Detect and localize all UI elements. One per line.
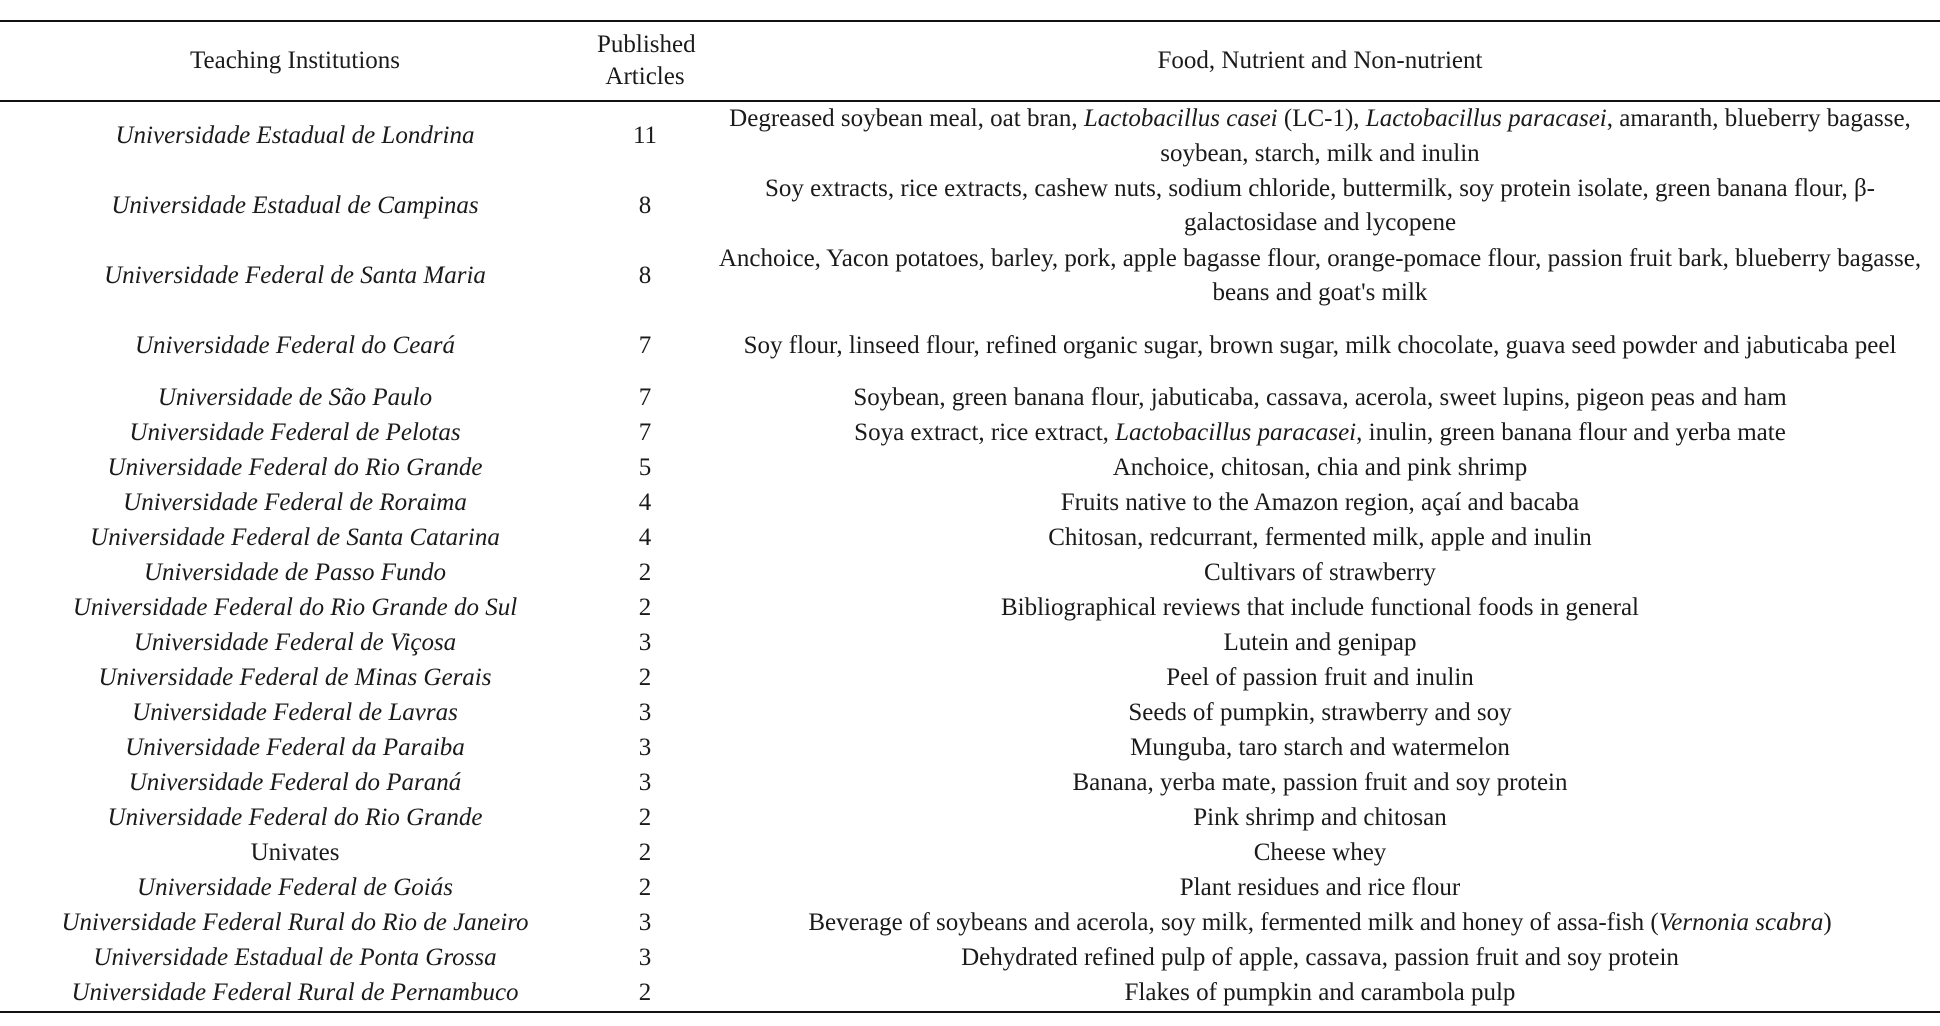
header-published-articles-text: Published Articles	[597, 31, 696, 90]
food-text-segment: Fruits native to the Amazon region, açaí and bacaba	[1060, 489, 1580, 517]
institutions-table-container	[0, 20, 1940, 1013]
cell-food-nutrient	[700, 976, 1940, 1012]
cell-food-nutrient	[700, 311, 1940, 381]
cell-food-nutrient	[700, 381, 1940, 416]
cell-food-nutrient	[700, 801, 1940, 836]
cell-published-articles: 7	[638, 419, 652, 447]
food-text-segment: Soy extracts, rice extracts, cashew nuts, sodium chloride, buttermilk, soy protein isolate, green banana flour, β-galactosidase and lycopene	[764, 174, 1875, 236]
cell-published-articles: 8	[638, 191, 652, 219]
table-row	[0, 241, 1940, 311]
cell-food-nutrient	[700, 871, 1940, 906]
table-row	[0, 381, 1940, 416]
cell-published-articles: 4	[638, 524, 652, 552]
header-row	[0, 21, 1940, 101]
table-row	[0, 101, 1940, 171]
cell-published-articles: 7	[638, 384, 652, 412]
table-row	[0, 976, 1940, 1012]
cell-institution: Universidade Federal da Paraiba	[125, 734, 465, 762]
cell-institution: Universidade Estadual de Campinas	[111, 191, 479, 219]
food-text-segment: , inulin, green banana flour and yerba mate	[1356, 419, 1786, 447]
cell-food-nutrient	[700, 766, 1940, 801]
food-text-segment: Soybean, green banana flour, jabuticaba, cassava, acerola, sweet lupins, pigeon peas and ham	[853, 384, 1787, 412]
food-text-segment: )	[1823, 909, 1832, 937]
cell-institution: Universidade Estadual de Londrina	[115, 122, 475, 150]
cell-institution: Universidade Federal Rural do Rio de Janeiro	[61, 909, 529, 937]
cell-published-articles: 2	[638, 804, 652, 832]
cell-institution: Universidade Federal de Santa Maria	[104, 261, 486, 289]
species-name: Lactobacillus paracasei	[1115, 419, 1357, 447]
cell-food-nutrient	[700, 941, 1940, 976]
header-published-articles	[590, 21, 700, 101]
cell-institution: Universidade Federal de Lavras	[132, 699, 458, 727]
table-header	[0, 21, 1940, 101]
table-row	[0, 171, 1940, 241]
cell-food-nutrient	[700, 521, 1940, 556]
cell-food-nutrient	[700, 591, 1940, 626]
cell-food-nutrient	[700, 556, 1940, 591]
cell-published-articles: 3	[638, 944, 652, 972]
cell-food-nutrient	[700, 416, 1940, 451]
table-row	[0, 591, 1940, 626]
cell-food-nutrient	[700, 626, 1940, 661]
table-row	[0, 661, 1940, 696]
food-text-segment: Bibliographical reviews that include functional foods in general	[1000, 594, 1639, 622]
table-row	[0, 696, 1940, 731]
cell-food-nutrient	[700, 836, 1940, 871]
cell-institution: Universidade Federal do Paraná	[128, 769, 462, 797]
food-text-segment: Soy flour, linseed flour, refined organic sugar, brown sugar, milk chocolate, guava seed powder and jabuticaba peel	[743, 331, 1897, 359]
food-text-segment: Lutein and genipap	[1223, 629, 1417, 657]
food-text-segment: Cheese whey	[1253, 839, 1387, 867]
cell-published-articles: 2	[638, 874, 652, 902]
table-row	[0, 801, 1940, 836]
cell-published-articles: 5	[638, 454, 652, 482]
food-text-segment: Anchoice, Yacon potatoes, barley, pork, apple bagasse flour, orange-pomace flour, passion fruit bark, blueberry bagasse, beans and goat's milk	[718, 244, 1922, 306]
food-text-segment: Anchoice, chitosan, chia and pink shrimp	[1112, 454, 1528, 482]
cell-published-articles: 3	[638, 769, 652, 797]
cell-institution: Universidade de São Paulo	[157, 384, 433, 412]
cell-food-nutrient	[700, 661, 1940, 696]
cell-institution: Universidade Federal de Roraima	[123, 489, 467, 517]
cell-institution: Universidade Federal de Pelotas	[129, 419, 461, 447]
food-text-segment: Seeds of pumpkin, strawberry and soy	[1128, 699, 1512, 727]
table-row	[0, 906, 1940, 941]
cell-institution: Universidade Federal do Ceará	[134, 331, 456, 359]
cell-published-articles: 3	[638, 734, 652, 762]
cell-food-nutrient	[700, 101, 1940, 171]
cell-food-nutrient	[700, 171, 1940, 241]
table-row	[0, 766, 1940, 801]
cell-published-articles: 3	[638, 909, 652, 937]
table-row	[0, 626, 1940, 661]
cell-institution: Universidade Federal do Rio Grande	[107, 454, 483, 482]
cell-published-articles: 8	[638, 261, 652, 289]
cell-food-nutrient	[700, 486, 1940, 521]
food-text-segment: Soya extract, rice extract,	[854, 419, 1116, 447]
table-row	[0, 521, 1940, 556]
food-text-segment: Chitosan, redcurrant, fermented milk, apple and inulin	[1048, 524, 1592, 552]
food-text-segment: (LC-1),	[1277, 105, 1366, 132]
header-food-nutrient: Food, Nutrient and Non-nutrient	[1157, 47, 1483, 74]
food-text-segment: Plant residues and rice flour	[1179, 874, 1461, 902]
cell-institution: Universidade Federal Rural de Pernambuco	[71, 979, 519, 1006]
cell-institution: Universidade de Passo Fundo	[143, 559, 447, 587]
cell-published-articles: 3	[638, 699, 652, 727]
food-text-segment: Peel of passion fruit and inulin	[1166, 664, 1474, 692]
cell-published-articles: 2	[638, 839, 652, 867]
cell-food-nutrient	[700, 906, 1940, 941]
table-row	[0, 871, 1940, 906]
food-text-segment: Cultivars of strawberry	[1204, 559, 1436, 587]
cell-institution: Universidade Federal do Rio Grande	[107, 804, 483, 832]
food-text-segment: Munguba, taro starch and watermelon	[1130, 734, 1510, 762]
cell-institution: Universidade Federal de Santa Catarina	[90, 524, 500, 552]
cell-published-articles: 2	[638, 664, 652, 692]
species-name: Lactobacillus paracasei	[1365, 105, 1607, 132]
cell-institution: Universidade Federal do Rio Grande do Sul	[72, 594, 518, 622]
cell-published-articles: 4	[638, 489, 652, 517]
table-row	[0, 556, 1940, 591]
cell-institution: Universidade Federal de Viçosa	[133, 629, 457, 657]
cell-institution: Universidade Federal de Goiás	[137, 874, 453, 902]
cell-food-nutrient	[700, 241, 1940, 311]
food-text-segment: Flakes of pumpkin and carambola pulp	[1124, 979, 1516, 1006]
cell-published-articles: 2	[638, 559, 652, 587]
food-text-segment: Dehydrated refined pulp of apple, cassava, passion fruit and soy protein	[961, 944, 1679, 972]
food-text-segment: Pink shrimp and chitosan	[1193, 804, 1447, 832]
cell-food-nutrient	[700, 696, 1940, 731]
food-text-segment: Degreased soybean meal, oat bran,	[729, 105, 1084, 132]
cell-published-articles: 11	[632, 122, 658, 150]
table-row	[0, 416, 1940, 451]
cell-published-articles: 3	[638, 629, 652, 657]
cell-institution: Univates	[250, 839, 340, 867]
cell-published-articles: 2	[638, 979, 652, 1006]
cell-food-nutrient	[700, 451, 1940, 486]
cell-institution: Universidade Estadual de Ponta Grossa	[93, 944, 497, 972]
cell-published-articles: 7	[638, 331, 652, 359]
food-text-segment: Banana, yerba mate, passion fruit and soy protein	[1072, 769, 1568, 797]
institutions-table	[0, 20, 1940, 1013]
species-name: Vernonia scabra	[1658, 909, 1824, 937]
table-body	[0, 101, 1940, 1012]
food-text-segment: Beverage of soybeans and acerola, soy milk, fermented milk and honey of assa-fish (	[808, 909, 1659, 937]
species-name: Lactobacillus casei	[1083, 105, 1278, 132]
table-row	[0, 941, 1940, 976]
table-row	[0, 486, 1940, 521]
cell-published-articles: 2	[638, 594, 652, 622]
food-text-segment: , amaranth, blueberry bagasse, soybean, starch, milk and inulin	[1160, 105, 1911, 167]
table-row	[0, 731, 1940, 766]
table-row	[0, 836, 1940, 871]
table-row	[0, 311, 1940, 381]
cell-institution: Universidade Federal de Minas Gerais	[98, 664, 492, 692]
table-row	[0, 451, 1940, 486]
header-teaching-institutions: Teaching Institutions	[189, 47, 401, 74]
cell-food-nutrient	[700, 731, 1940, 766]
